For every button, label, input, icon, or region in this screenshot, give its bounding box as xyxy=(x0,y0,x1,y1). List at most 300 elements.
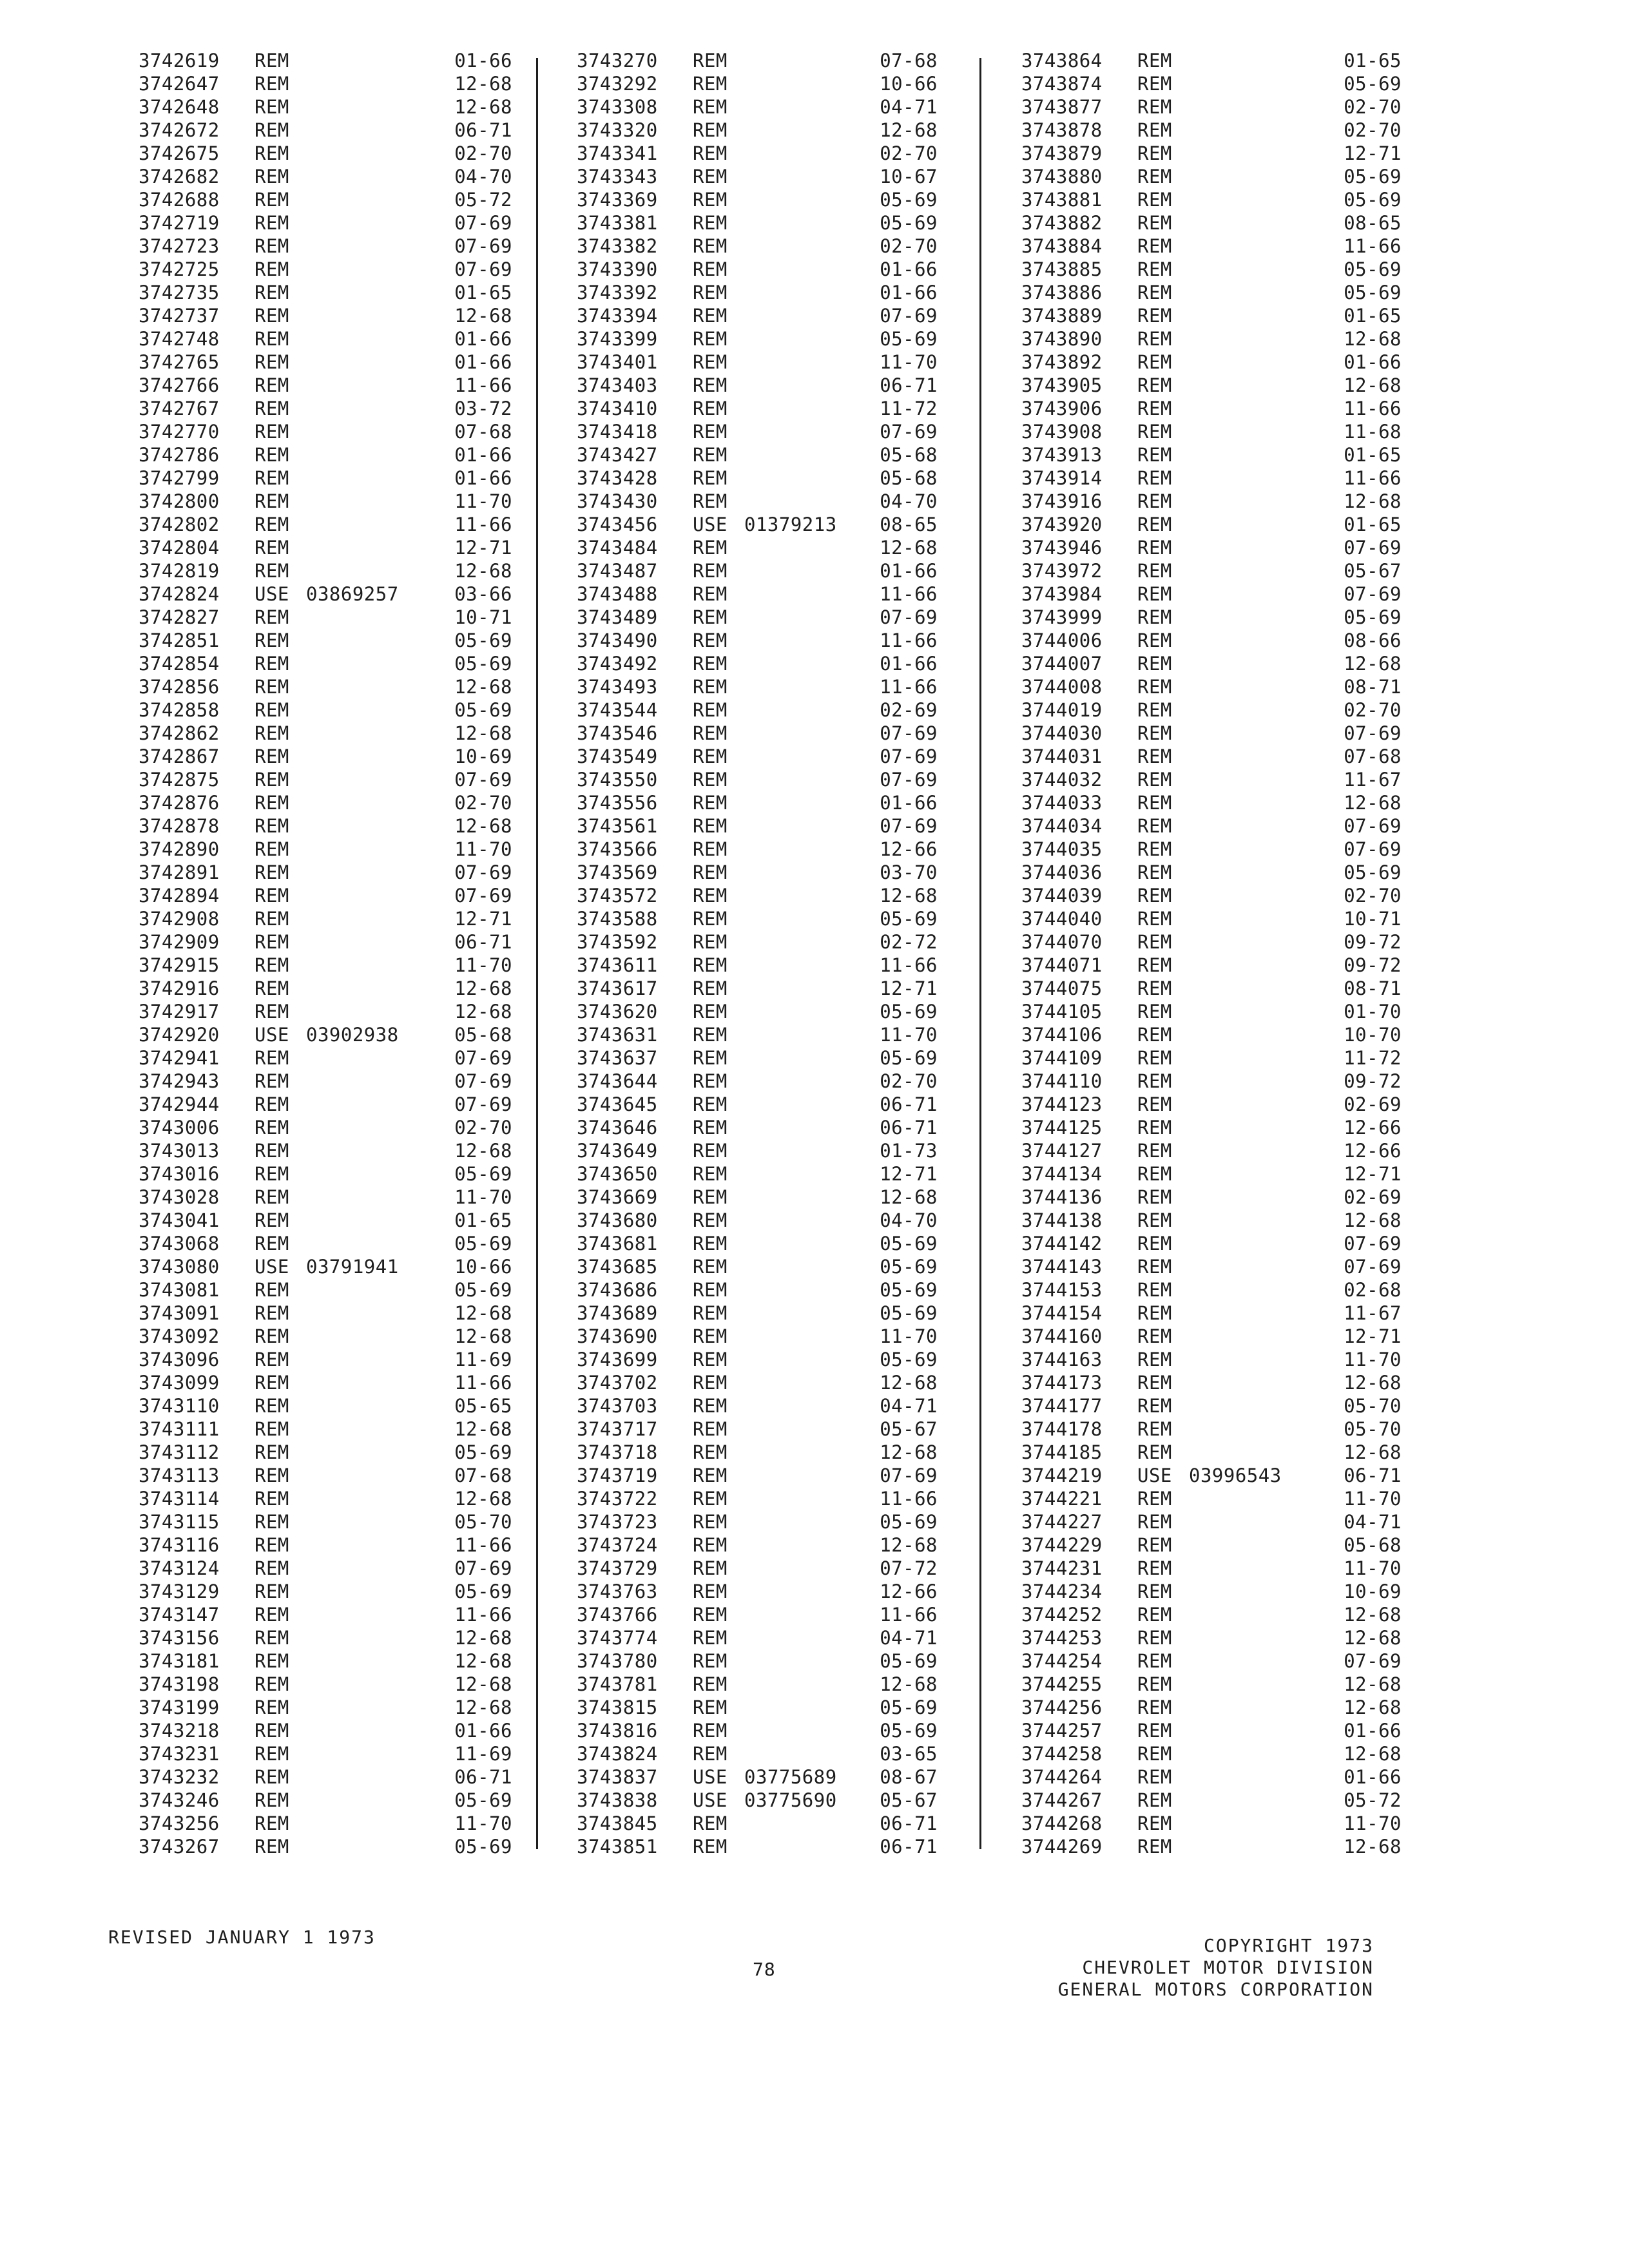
effective-date: 05-69 xyxy=(880,1650,938,1672)
part-row xyxy=(577,629,938,652)
part-row xyxy=(577,1070,938,1093)
part-row xyxy=(577,768,938,791)
part-row xyxy=(1021,1626,1402,1649)
part-row xyxy=(1021,1812,1402,1835)
part-row xyxy=(1021,1000,1402,1023)
status-code: REM xyxy=(693,212,728,234)
part-number: 3742766 xyxy=(139,374,220,396)
status-code: REM xyxy=(693,1604,728,1626)
effective-date: 05-69 xyxy=(1344,189,1402,211)
part-number: 3742786 xyxy=(139,444,220,466)
part-row xyxy=(139,652,512,675)
part-number: 3743717 xyxy=(577,1418,658,1440)
effective-date: 07-69 xyxy=(880,305,938,327)
effective-date: 01-65 xyxy=(454,1209,512,1231)
part-row xyxy=(1021,652,1402,675)
part-number: 3742719 xyxy=(139,212,220,234)
part-row xyxy=(577,1418,938,1441)
part-row xyxy=(577,1162,938,1186)
effective-date: 12-68 xyxy=(454,676,512,698)
status-code: REM xyxy=(693,1140,728,1162)
part-number: 3743885 xyxy=(1021,258,1103,280)
part-row xyxy=(139,420,512,443)
status-code: REM xyxy=(693,421,728,443)
effective-date: 03-65 xyxy=(880,1743,938,1765)
status-code: REM xyxy=(1137,560,1172,582)
part-row xyxy=(139,1557,512,1580)
effective-date: 12-66 xyxy=(1344,1140,1402,1162)
effective-date: 12-68 xyxy=(1344,792,1402,814)
effective-date: 12-68 xyxy=(454,1418,512,1440)
status-code: REM xyxy=(1137,258,1172,280)
part-number: 3743617 xyxy=(577,977,658,999)
part-row xyxy=(139,1139,512,1162)
effective-date: 01-66 xyxy=(1344,1766,1402,1788)
part-row xyxy=(577,304,938,327)
part-row xyxy=(577,861,938,884)
part-row xyxy=(139,443,512,466)
part-row xyxy=(139,559,512,582)
part-row xyxy=(1021,745,1402,768)
status-code: REM xyxy=(255,699,289,721)
part-row xyxy=(139,791,512,814)
status-code: REM xyxy=(255,1001,289,1023)
part-number: 3743493 xyxy=(577,676,658,698)
part-number: 3744134 xyxy=(1021,1163,1103,1185)
part-number: 3742916 xyxy=(139,977,220,999)
part-row xyxy=(139,327,512,351)
part-number: 3744035 xyxy=(1021,838,1103,860)
status-code: REM xyxy=(1137,490,1172,512)
effective-date: 12-68 xyxy=(454,1696,512,1718)
part-number: 3742891 xyxy=(139,861,220,883)
effective-date: 12-68 xyxy=(1344,1372,1402,1394)
part-row xyxy=(139,1487,512,1510)
part-number: 3744257 xyxy=(1021,1720,1103,1742)
part-row xyxy=(577,351,938,374)
part-row xyxy=(1021,1487,1402,1510)
status-code: REM xyxy=(693,931,728,953)
effective-date: 03-72 xyxy=(454,398,512,419)
part-row xyxy=(577,1209,938,1232)
effective-date: 07-69 xyxy=(1344,537,1402,559)
part-number: 3742688 xyxy=(139,189,220,211)
effective-date: 07-69 xyxy=(880,722,938,744)
part-number: 3742920 xyxy=(139,1024,220,1046)
part-row xyxy=(577,211,938,235)
effective-date: 12-68 xyxy=(454,1140,512,1162)
status-code: REM xyxy=(255,1650,289,1672)
part-number: 3742908 xyxy=(139,908,220,930)
status-code: REM xyxy=(1137,537,1172,559)
part-number: 3743920 xyxy=(1021,514,1103,535)
status-code: REM xyxy=(255,1836,289,1858)
part-number: 3743999 xyxy=(1021,606,1103,628)
part-number: 3743815 xyxy=(577,1696,658,1718)
effective-date: 02-70 xyxy=(880,142,938,164)
part-row xyxy=(577,374,938,397)
part-number: 3743718 xyxy=(577,1441,658,1463)
effective-date: 12-68 xyxy=(454,815,512,837)
part-number: 3743232 xyxy=(139,1766,220,1788)
part-row xyxy=(139,1649,512,1673)
effective-date: 11-70 xyxy=(1344,1488,1402,1510)
part-row xyxy=(1021,95,1402,119)
effective-date: 06-71 xyxy=(1344,1465,1402,1486)
part-row xyxy=(577,1626,938,1649)
status-code: REM xyxy=(255,1418,289,1440)
part-number: 3743881 xyxy=(1021,189,1103,211)
part-row xyxy=(577,1835,938,1858)
status-code: REM xyxy=(693,653,728,675)
effective-date: 05-69 xyxy=(880,1302,938,1324)
part-number: 3742894 xyxy=(139,885,220,907)
effective-date: 07-69 xyxy=(880,815,938,837)
effective-date: 12-68 xyxy=(454,73,512,95)
part-row xyxy=(577,1023,938,1046)
part-number: 3743111 xyxy=(139,1418,220,1440)
effective-date: 12-71 xyxy=(454,908,512,930)
part-number: 3743889 xyxy=(1021,305,1103,327)
part-row xyxy=(1021,1209,1402,1232)
part-row xyxy=(139,1116,512,1139)
effective-date: 03-70 xyxy=(880,861,938,883)
effective-date: 09-72 xyxy=(1344,931,1402,953)
status-code: REM xyxy=(255,258,289,280)
status-code: REM xyxy=(693,1233,728,1254)
replacement-part-number: 03996543 xyxy=(1189,1465,1282,1486)
part-row xyxy=(577,49,938,72)
part-row xyxy=(139,745,512,768)
status-code: REM xyxy=(1137,1140,1172,1162)
part-number: 3743645 xyxy=(577,1093,658,1115)
part-number: 3742735 xyxy=(139,282,220,303)
status-code: REM xyxy=(1137,885,1172,907)
part-number: 3744160 xyxy=(1021,1325,1103,1347)
part-number: 3743246 xyxy=(139,1789,220,1811)
effective-date: 04-70 xyxy=(454,166,512,187)
effective-date: 02-68 xyxy=(1344,1279,1402,1301)
status-code: REM xyxy=(693,583,728,605)
status-code: REM xyxy=(255,745,289,767)
part-row xyxy=(139,1093,512,1116)
revised-date: REVISED JANUARY 1 1973 xyxy=(108,1927,376,1948)
status-code: REM xyxy=(255,1140,289,1162)
status-code: REM xyxy=(1137,235,1172,257)
part-number: 3743096 xyxy=(139,1349,220,1370)
part-row xyxy=(577,258,938,281)
status-code: REM xyxy=(1137,583,1172,605)
part-row xyxy=(1021,1580,1402,1603)
part-number: 3743724 xyxy=(577,1534,658,1556)
part-row xyxy=(577,327,938,351)
part-row xyxy=(139,1023,512,1046)
status-code: REM xyxy=(255,305,289,327)
effective-date: 05-69 xyxy=(454,1789,512,1811)
part-row xyxy=(577,1603,938,1626)
part-row xyxy=(577,1812,938,1835)
status-code: REM xyxy=(693,1581,728,1602)
part-number: 3743837 xyxy=(577,1766,658,1788)
part-row xyxy=(1021,1278,1402,1302)
effective-date: 05-69 xyxy=(454,1836,512,1858)
part-number: 3744127 xyxy=(1021,1140,1103,1162)
part-row xyxy=(577,930,938,954)
status-code: REM xyxy=(255,351,289,373)
part-number: 3744254 xyxy=(1021,1650,1103,1672)
part-number: 3742876 xyxy=(139,792,220,814)
effective-date: 06-71 xyxy=(880,1093,938,1115)
effective-date: 07-69 xyxy=(1344,722,1402,744)
part-number: 3742827 xyxy=(139,606,220,628)
effective-date: 10-66 xyxy=(880,73,938,95)
effective-date: 01-66 xyxy=(880,560,938,582)
part-number: 3744252 xyxy=(1021,1604,1103,1626)
part-row xyxy=(139,582,512,606)
status-code: REM xyxy=(1137,1581,1172,1602)
status-code: REM xyxy=(693,769,728,791)
part-row xyxy=(577,814,938,838)
part-row xyxy=(577,1186,938,1209)
part-row xyxy=(1021,327,1402,351)
effective-date: 05-69 xyxy=(454,1233,512,1254)
part-number: 3743028 xyxy=(139,1186,220,1208)
part-number: 3743905 xyxy=(1021,374,1103,396)
part-number: 3743686 xyxy=(577,1279,658,1301)
status-code: REM xyxy=(1137,722,1172,744)
status-code: REM xyxy=(255,96,289,118)
part-number: 3743763 xyxy=(577,1581,658,1602)
effective-date: 05-69 xyxy=(880,1720,938,1742)
part-number: 3742725 xyxy=(139,258,220,280)
status-code: REM xyxy=(693,1465,728,1486)
status-code: REM xyxy=(693,305,728,327)
replacement-part-number: 03775690 xyxy=(744,1789,837,1811)
part-number: 3743729 xyxy=(577,1557,658,1579)
effective-date: 11-66 xyxy=(454,514,512,535)
effective-date: 05-68 xyxy=(454,1024,512,1046)
part-number: 3743081 xyxy=(139,1279,220,1301)
effective-date: 12-68 xyxy=(1344,1627,1402,1649)
status-code: REM xyxy=(693,1302,728,1324)
effective-date: 05-69 xyxy=(880,1256,938,1278)
part-row xyxy=(139,49,512,72)
effective-date: 12-68 xyxy=(1344,653,1402,675)
status-code: REM xyxy=(255,235,289,257)
status-code: REM xyxy=(693,73,728,95)
part-row xyxy=(1021,119,1402,142)
effective-date: 12-68 xyxy=(1344,1696,1402,1718)
part-row xyxy=(139,1302,512,1325)
part-number: 3743487 xyxy=(577,560,658,582)
part-number: 3743156 xyxy=(139,1627,220,1649)
part-row xyxy=(1021,1116,1402,1139)
part-row xyxy=(139,466,512,490)
status-code: REM xyxy=(1137,1001,1172,1023)
effective-date: 05-68 xyxy=(880,444,938,466)
part-number: 3742824 xyxy=(139,583,220,605)
part-number: 3743566 xyxy=(577,838,658,860)
status-code: REM xyxy=(693,1001,728,1023)
effective-date: 12-68 xyxy=(880,1441,938,1463)
part-row xyxy=(139,1325,512,1348)
status-code: REM xyxy=(693,1163,728,1185)
effective-date: 04-71 xyxy=(1344,1511,1402,1533)
part-row xyxy=(1021,374,1402,397)
status-code: REM xyxy=(255,954,289,976)
part-row xyxy=(1021,72,1402,95)
part-number: 3743013 xyxy=(139,1140,220,1162)
effective-date: 05-69 xyxy=(454,629,512,651)
status-code: REM xyxy=(693,1650,728,1672)
part-number: 3743092 xyxy=(139,1325,220,1347)
status-code: REM xyxy=(255,977,289,999)
part-row xyxy=(1021,1464,1402,1487)
part-number: 3742915 xyxy=(139,954,220,976)
part-number: 3742890 xyxy=(139,838,220,860)
part-number: 3743723 xyxy=(577,1511,658,1533)
part-row xyxy=(577,838,938,861)
effective-date: 01-66 xyxy=(880,653,938,675)
part-number: 3743068 xyxy=(139,1233,220,1254)
status-code: REM xyxy=(1137,838,1172,860)
status-code: REM xyxy=(693,282,728,303)
status-code: REM xyxy=(1137,1743,1172,1765)
effective-date: 07-69 xyxy=(880,421,938,443)
effective-date: 11-68 xyxy=(1344,421,1402,443)
part-number: 3743877 xyxy=(1021,96,1103,118)
part-number: 3743267 xyxy=(139,1836,220,1858)
effective-date: 01-66 xyxy=(880,282,938,303)
effective-date: 12-68 xyxy=(454,722,512,744)
part-row xyxy=(577,954,938,977)
part-number: 3744154 xyxy=(1021,1302,1103,1324)
part-number: 3743561 xyxy=(577,815,658,837)
part-row xyxy=(1021,1302,1402,1325)
part-number: 3743488 xyxy=(577,583,658,605)
part-row xyxy=(577,443,938,466)
part-row xyxy=(139,1626,512,1649)
effective-date: 05-69 xyxy=(1344,166,1402,187)
effective-date: 05-69 xyxy=(1344,606,1402,628)
part-number: 3743874 xyxy=(1021,73,1103,95)
part-row xyxy=(1021,1046,1402,1070)
status-code: REM xyxy=(693,1209,728,1231)
effective-date: 12-68 xyxy=(1344,374,1402,396)
effective-date: 01-66 xyxy=(454,467,512,489)
part-row xyxy=(139,1255,512,1278)
status-code: REM xyxy=(255,1465,289,1486)
status-code: REM xyxy=(1137,1511,1172,1533)
status-code: REM xyxy=(255,1511,289,1533)
part-number: 3744071 xyxy=(1021,954,1103,976)
part-number: 3743181 xyxy=(139,1650,220,1672)
part-row xyxy=(1021,466,1402,490)
part-row xyxy=(1021,791,1402,814)
status-code: REM xyxy=(693,1256,728,1278)
status-code: REM xyxy=(255,328,289,350)
effective-date: 12-66 xyxy=(880,1581,938,1602)
effective-date: 11-72 xyxy=(880,398,938,419)
part-number: 3743650 xyxy=(577,1163,658,1185)
parts-column-2 xyxy=(577,49,938,1858)
effective-date: 05-68 xyxy=(1344,1534,1402,1556)
effective-date: 05-69 xyxy=(880,1233,938,1254)
effective-date: 06-71 xyxy=(880,1812,938,1834)
part-row xyxy=(1021,397,1402,420)
status-code: REM xyxy=(255,444,289,466)
status-code: REM xyxy=(255,514,289,535)
effective-date: 05-69 xyxy=(880,1001,938,1023)
effective-date: 05-69 xyxy=(880,1511,938,1533)
part-number: 3742672 xyxy=(139,119,220,141)
effective-date: 05-69 xyxy=(1344,861,1402,883)
status-code: REM xyxy=(255,1720,289,1742)
replacement-part-number: 03775689 xyxy=(744,1766,837,1788)
part-row xyxy=(139,397,512,420)
part-number: 3743644 xyxy=(577,1070,658,1092)
part-number: 3743490 xyxy=(577,629,658,651)
status-code: REM xyxy=(255,722,289,744)
status-code: REM xyxy=(1137,1789,1172,1811)
part-number: 3743394 xyxy=(577,305,658,327)
part-number: 3743884 xyxy=(1021,235,1103,257)
effective-date: 12-68 xyxy=(880,119,938,141)
status-code: REM xyxy=(693,885,728,907)
effective-date: 09-72 xyxy=(1344,1070,1402,1092)
part-row xyxy=(577,1093,938,1116)
part-row xyxy=(139,838,512,861)
status-code: REM xyxy=(693,166,728,187)
effective-date: 11-66 xyxy=(1344,467,1402,489)
status-code: REM xyxy=(255,1117,289,1139)
part-row xyxy=(139,977,512,1000)
part-row xyxy=(139,1673,512,1696)
part-number: 3743544 xyxy=(577,699,658,721)
effective-date: 12-66 xyxy=(1344,1117,1402,1139)
effective-date: 04-71 xyxy=(880,96,938,118)
effective-date: 06-71 xyxy=(454,119,512,141)
effective-date: 07-68 xyxy=(880,50,938,72)
part-number: 3742682 xyxy=(139,166,220,187)
part-number: 3742909 xyxy=(139,931,220,953)
part-row xyxy=(139,1348,512,1371)
column-divider-2 xyxy=(979,58,981,1849)
part-row xyxy=(1021,165,1402,188)
status-code: REM xyxy=(693,142,728,164)
part-row xyxy=(1021,838,1402,861)
part-row xyxy=(1021,1557,1402,1580)
part-number: 3743592 xyxy=(577,931,658,953)
effective-date: 05-69 xyxy=(454,1163,512,1185)
effective-date: 07-69 xyxy=(880,745,938,767)
part-row xyxy=(577,1789,938,1812)
part-number: 3743492 xyxy=(577,653,658,675)
part-row xyxy=(577,1441,938,1464)
status-code: REM xyxy=(693,745,728,767)
part-row xyxy=(1021,1835,1402,1858)
part-number: 3743198 xyxy=(139,1673,220,1695)
status-code: REM xyxy=(693,537,728,559)
status-code: REM xyxy=(693,1627,728,1649)
part-row xyxy=(577,1533,938,1557)
status-code: USE xyxy=(255,1024,289,1046)
status-code: REM xyxy=(693,398,728,419)
part-row xyxy=(139,351,512,374)
effective-date: 11-70 xyxy=(1344,1349,1402,1370)
effective-date: 05-69 xyxy=(880,189,938,211)
part-number: 3743816 xyxy=(577,1720,658,1742)
